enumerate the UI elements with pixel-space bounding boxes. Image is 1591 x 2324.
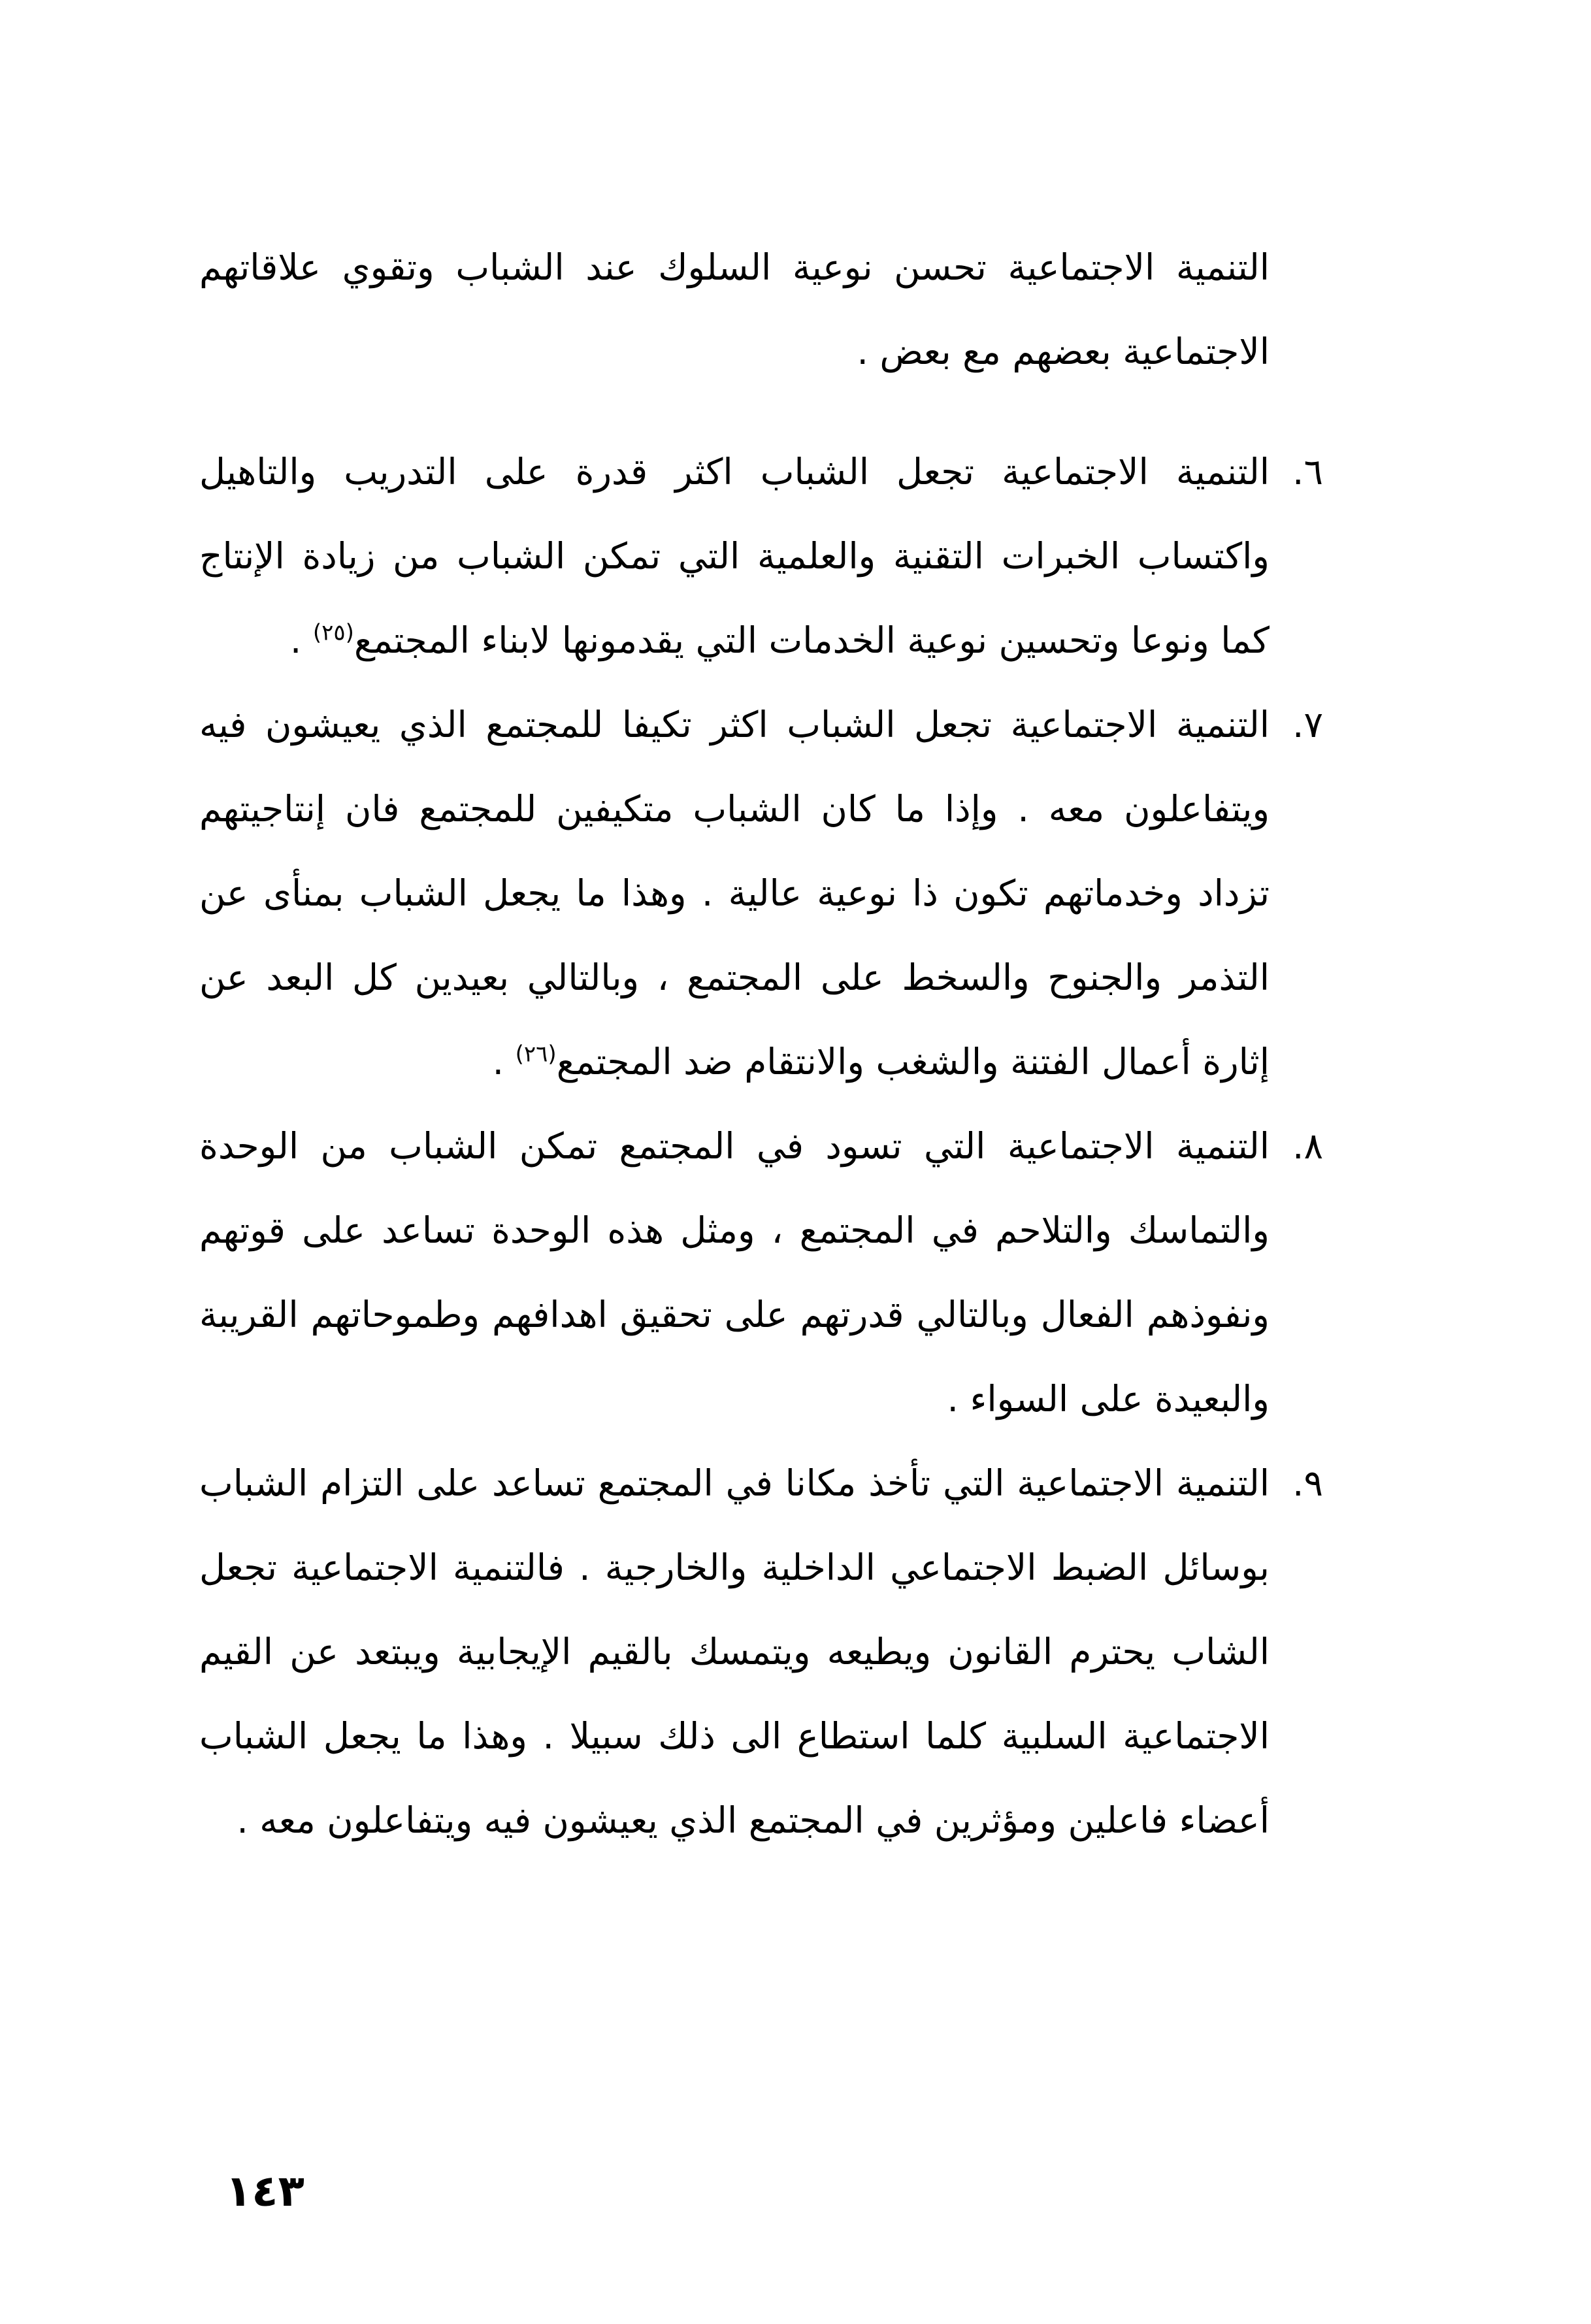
item-number: ٧. bbox=[1292, 704, 1323, 745]
page-number: ١٤٣ bbox=[225, 2166, 304, 2216]
list-item-8 bbox=[199, 1104, 1323, 1441]
intro-paragraph: التنمية الاجتماعية تحسن نوعية السلوك عند الشباب وتقوي علاقاتهم الاجتماعية بعضهم مع بعض . bbox=[199, 246, 1270, 372]
page-body bbox=[199, 189, 1323, 1863]
item-number: ٦. bbox=[1292, 451, 1323, 493]
item-tail: . bbox=[289, 619, 313, 661]
item-text: التنمية الاجتماعية التي تسود في المجتمع تمكن الشباب من الوحدة والتماسك والتلاحم في المجتمع ، ومثل هذه الوحدة تساعد على قوتهم ونفوذهم الفعال وبالتالي قدرتهم على تحقيق اهدافهم وطموحاتهم القريبة والبعيدة على السواء . bbox=[199, 1125, 1270, 1420]
footnote-marker: (٢٦) bbox=[515, 1041, 557, 1068]
item-text: التنمية الاجتماعية تجعل الشباب اكثر قدرة على التدريب والتاهيل واكتساب الخبرات التقنية والعلمية التي تمكن الشباب من زيادة الإنتاج كما ونوعا وتحسين نوعية الخدمات التي يقدمونها لابناء المجتمع bbox=[199, 451, 1270, 661]
item-tail: . bbox=[492, 1041, 516, 1083]
list-item-7 bbox=[199, 683, 1323, 1104]
item-number: ٨. bbox=[1292, 1125, 1323, 1167]
item-text: التنمية الاجتماعية التي تأخذ مكانا في المجتمع تساعد على التزام الشباب بوسائل الضبط الاجتماعي الداخلية والخارجية . فالتنمية الاجتماعية تجعل الشاب يحترم القانون ويطيعه ويتمسك بالقيم الإيجابية ويبتعد عن القيم الاجتماعية السلبية كلما استطاع الى ذلك سبيلا . وهذا ما يجعل الشباب أعضاء فاعلين ومؤثرين في المجتمع الذي يعيشون فيه ويتفاعلون معه . bbox=[199, 1462, 1270, 1841]
list-item-9 bbox=[199, 1441, 1323, 1863]
item-text: التنمية الاجتماعية تجعل الشباب اكثر تكيفا للمجتمع الذي يعيشون فيه ويتفاعلون معه . وإذا ما كان الشباب متكيفين للمجتمع فان إنتاجيتهم تزداد وخدماتهم تكون ذا نوعية عالية . وهذا ما يجعل الشباب بمنأى عن التذمر والجنوح والسخط على المجتمع ، وبالتالي بعيدين كل البعد عن إثارة أعمال الفتنة والشغب والانتقام ضد المجتمع bbox=[199, 704, 1270, 1083]
item-number: ٩. bbox=[1292, 1462, 1323, 1504]
list-item-6 bbox=[199, 430, 1323, 683]
footnote-marker: (٢٥) bbox=[312, 619, 354, 646]
